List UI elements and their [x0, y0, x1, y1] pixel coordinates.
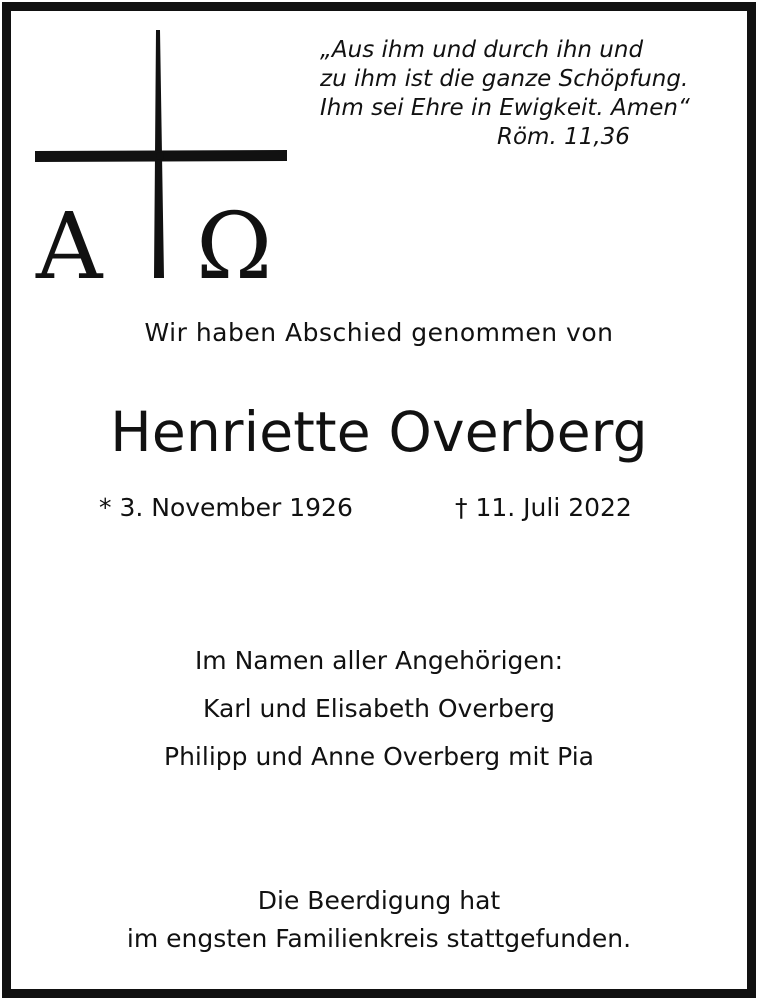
quote-line: Ihm sei Ehre in Ewigkeit. Amen“ — [320, 95, 690, 121]
family-line: Im Namen aller Angehörigen: — [194, 646, 564, 675]
funeral-line: Die Beerdigung hat — [257, 886, 501, 915]
family-line: Karl und Elisabeth Overberg — [203, 694, 555, 723]
funeral-note — [0, 882, 758, 958]
birth-date: * 3. November 1926 — [99, 493, 353, 522]
family-line: Philipp und Anne Overberg mit Pia — [164, 742, 594, 771]
funeral-line: im engsten Familienkreis stattgefunden. — [126, 924, 632, 953]
intro-text: Wir haben Abschied genommen von — [144, 318, 614, 347]
family-signature — [0, 637, 758, 781]
omega-letter: Ω — [196, 193, 273, 285]
alpha-letter: Α — [36, 193, 103, 285]
quote-reference: Röm. 11,36 — [497, 124, 630, 150]
death-date: † 11. Juli 2022 — [455, 493, 632, 522]
deceased-name: Henriette Overberg — [110, 400, 648, 464]
cross-center-dot — [156, 152, 164, 160]
quote-line: zu ihm ist die ganze Schöpfung. — [320, 66, 689, 92]
bible-quote — [320, 36, 740, 152]
cross-alpha-omega-icon — [33, 30, 293, 285]
quote-line: „Aus ihm und durch ihn und — [320, 37, 644, 63]
